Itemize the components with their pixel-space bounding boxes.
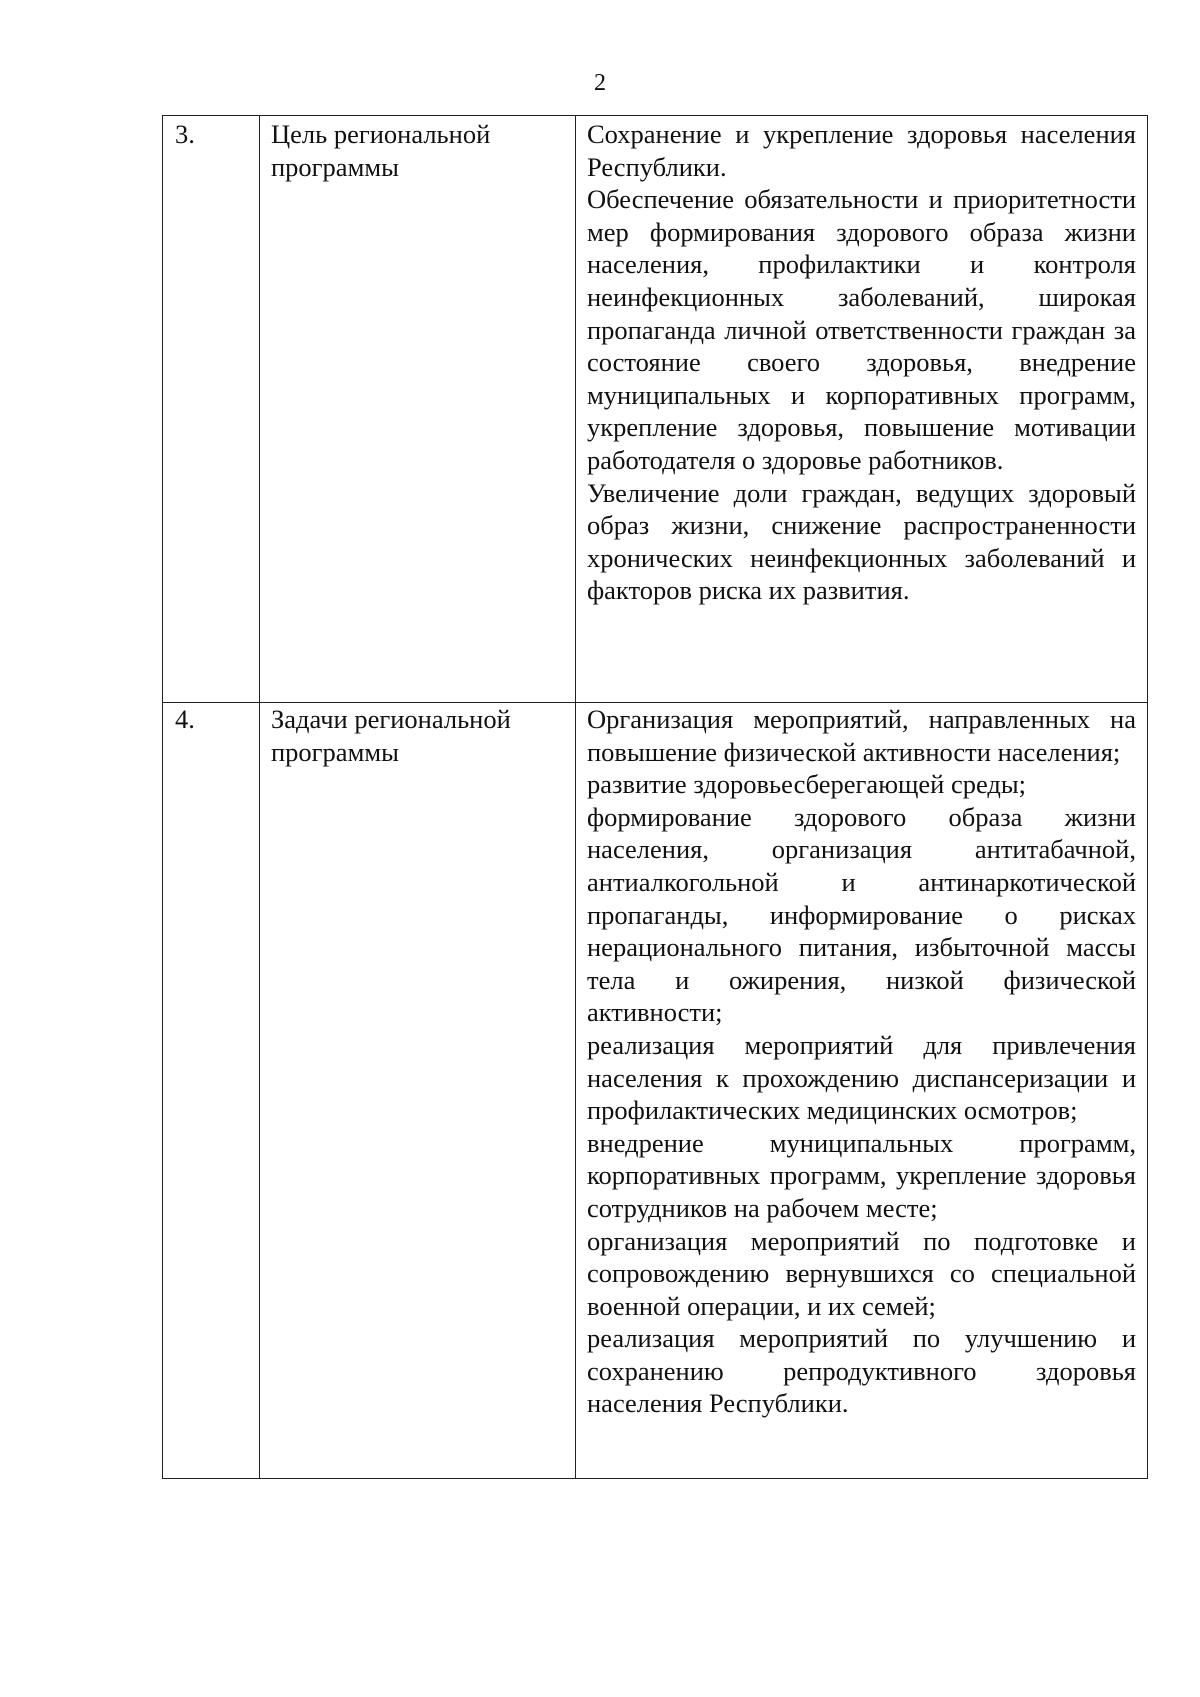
row-content-cell [576, 116, 1148, 703]
content-paragraph: внедрение муниципальных программ, корпоративных программ, укрепление здоровья сотрудников на рабочем месте; [587, 1127, 1136, 1223]
content-paragraph: Сохранение и укрепление здоровья населения Республики. [587, 119, 1136, 182]
content-paragraph: организация мероприятий по подготовке и сопровождению вернувшихся со специальной военной операции, и их семей; [587, 1225, 1136, 1321]
row-name-line: программы [271, 151, 399, 182]
row-number: 4. [175, 704, 195, 734]
row-name-cell [260, 703, 576, 1479]
row-name [271, 116, 575, 183]
row-name-line: Задачи региональной [271, 704, 511, 734]
row-name [271, 703, 575, 768]
content-paragraph: Организация мероприятий, направленных на повышение физической активности населения; [587, 704, 1136, 767]
row-name-cell [260, 116, 576, 703]
content-paragraph: реализация мероприятий по улучшению и сохранению репродуктивного здоровья населения Республики. [587, 1323, 1136, 1419]
page-number: 2 [594, 70, 606, 96]
content-paragraph: формирование здорового образа жизни населения, организация антитабачной, антиалкогольной и антинаркотической пропаганды, информирование о рисках нерационального питания, избыточной массы тела и ожирения, низкой физической активности; [587, 801, 1136, 1028]
content-paragraph: реализация мероприятий для привлечения населения к прохождению диспансеризации и профилактических медицинских осмотров; [587, 1029, 1136, 1126]
row-content [587, 703, 1136, 1420]
row-name-line: программы [271, 736, 399, 767]
table-row-tasks [163, 703, 1148, 1479]
content-paragraph: Увеличение доли граждан, ведущих здоровый образ жизни, снижение распространенности хронических неинфекционных заболеваний и факторов риска их развития. [587, 477, 1136, 606]
row-number-cell [163, 116, 260, 703]
program-passport-table [162, 115, 1148, 1479]
table-row-goal [163, 116, 1148, 703]
row-number: 3. [175, 119, 195, 149]
row-number-cell [163, 703, 260, 1479]
row-content-cell [576, 703, 1148, 1479]
content-paragraph: развитие здоровьесберегающей среды; [587, 769, 1027, 800]
row-content [587, 116, 1136, 607]
content-paragraph: Обеспечение обязательности и приоритетности мер формирования здорового образа жизни населения, профилактики и контроля неинфекционных заболеваний, широкая пропаганда личной ответственности граждан за состояние своего здоровья, внедрение муниципальных и корпоративных программ, укрепление здоровья, повышение мотивации работодателя о здоровье работников. [587, 184, 1136, 475]
row-name-line: Цель региональной [271, 119, 491, 149]
